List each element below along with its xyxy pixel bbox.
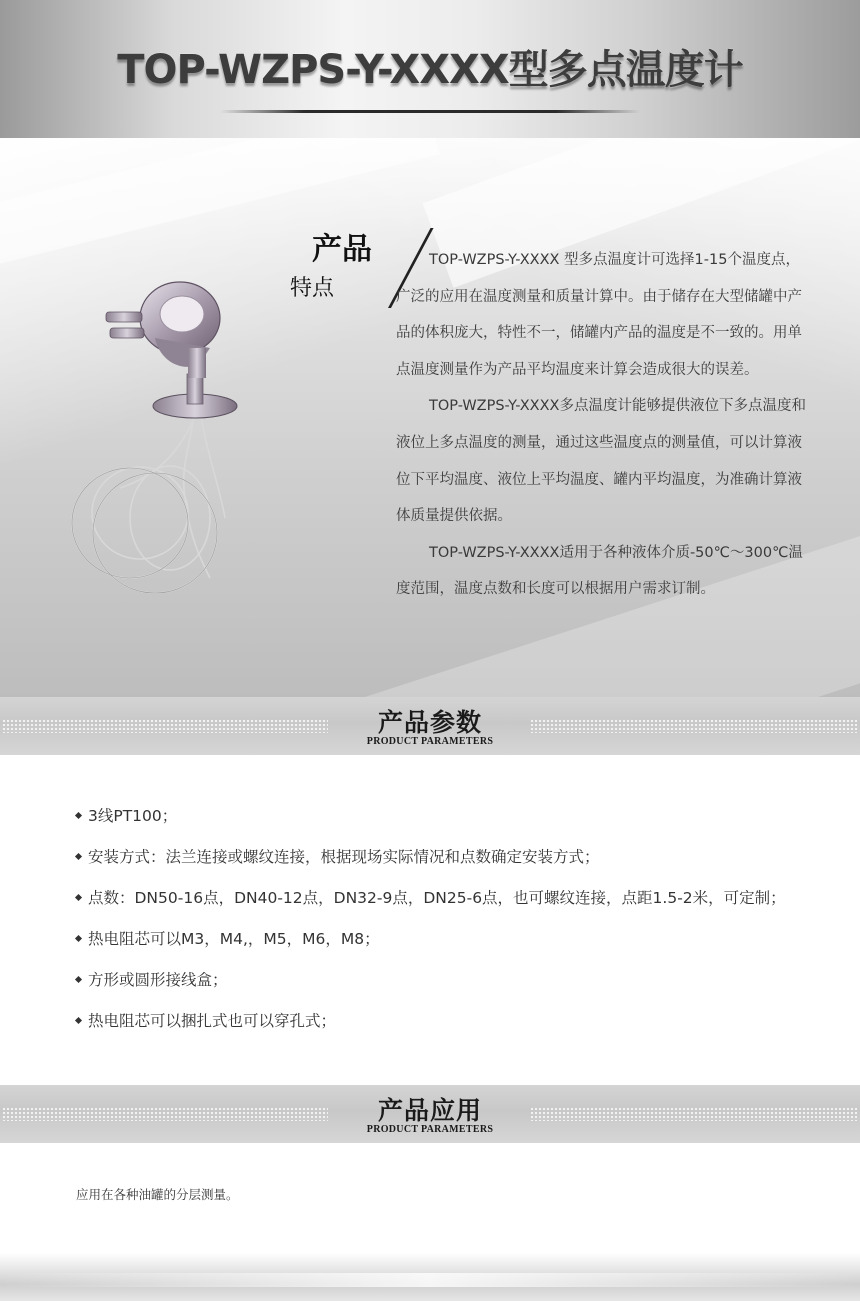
feature-paragraph: TOP-WZPS-Y-XXXX适用于各种液体介质-50℃～300℃温度范围，温度点数和长度可以根据用户需求订制。 bbox=[396, 544, 803, 598]
background-streak bbox=[0, 138, 440, 280]
section-subtitle: PRODUCT PARAMETERS bbox=[366, 736, 494, 747]
application-banner bbox=[0, 1085, 860, 1143]
params-banner bbox=[0, 697, 860, 755]
footer-shine bbox=[0, 1273, 860, 1287]
bullet-icon bbox=[75, 853, 82, 860]
feature-paragraph: TOP-WZPS-Y-XXXX 型多点温度计可选择1-15个温度点，广泛的应用在温度测量和质量计算中。由于储存在大型储罐中产品的体积庞大，特性不一，储罐内产品的温度是不一致的。用单点温度测量作为产品平均温度来计算会造成很大的误差。 bbox=[396, 252, 802, 378]
list-item bbox=[76, 886, 786, 927]
bullet-icon bbox=[75, 1017, 82, 1024]
list-item bbox=[76, 845, 786, 886]
bullet-icon bbox=[75, 894, 82, 901]
list-item-text: 点数：DN50-16点，DN40-12点，DN32-9点，DN25-6点，也可螺纹连接，点距1.5-2米，可定制； bbox=[88, 889, 786, 907]
feature-paragraph: TOP-WZPS-Y-XXXX多点温度计能够提供液位下多点温度和液位上多点温度的测量，通过这些温度点的测量值，可以计算液位下平均温度、液位上平均温度、罐内平均温度，为准确计算液体质量提供依据。 bbox=[396, 398, 806, 525]
feature-section bbox=[0, 138, 860, 698]
list-item-text: 3线PT100； bbox=[88, 807, 178, 825]
list-item-text: 方形或圆形接线盒； bbox=[88, 971, 228, 989]
page-header bbox=[0, 0, 860, 138]
list-item-text: 热电阻芯可以M3，M4,，M5，M6，M8； bbox=[88, 930, 380, 948]
feature-subheading: 特点 bbox=[290, 276, 335, 301]
section-title: 产品参数 bbox=[377, 708, 482, 737]
feature-description bbox=[396, 242, 806, 608]
footer-band bbox=[0, 1253, 860, 1301]
page-title: TOP-WZPS-Y-XXXX型多点温度计 bbox=[117, 47, 743, 93]
list-item bbox=[76, 927, 786, 968]
list-item bbox=[76, 968, 786, 1009]
section-subtitle: PRODUCT PARAMETERS bbox=[366, 1124, 494, 1135]
list-item bbox=[76, 1009, 786, 1050]
product-image bbox=[60, 278, 260, 678]
params-list bbox=[76, 804, 786, 1050]
feature-heading: 产品 bbox=[312, 232, 372, 267]
title-underline bbox=[220, 110, 640, 113]
list-item-text: 安装方式：法兰连接或螺纹连接，根据现场实际情况和点数确定安装方式； bbox=[88, 848, 600, 866]
application-text: 应用在各种油罐的分层测量。 bbox=[76, 1187, 239, 1202]
section-title: 产品应用 bbox=[377, 1096, 482, 1125]
bullet-icon bbox=[75, 976, 82, 983]
bullet-icon bbox=[75, 812, 82, 819]
list-item-text: 热电阻芯可以捆扎式也可以穿孔式； bbox=[88, 1012, 337, 1030]
bullet-icon bbox=[75, 935, 82, 942]
list-item bbox=[76, 804, 786, 845]
